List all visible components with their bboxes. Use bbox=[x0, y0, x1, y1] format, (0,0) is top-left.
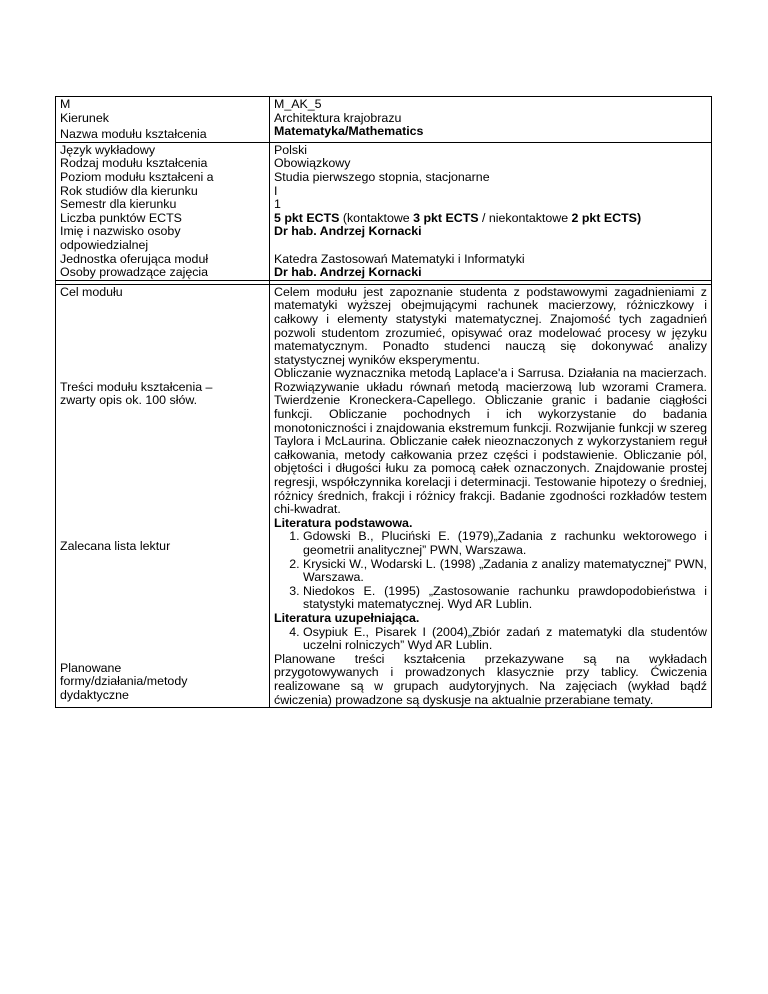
value-jednostka: Katedra Zastosowań Matematyki i Informatyki bbox=[274, 251, 525, 266]
label-tresci-1: Treści modułu kształcenia – bbox=[60, 379, 213, 394]
table-row bbox=[56, 97, 712, 143]
literature-extra-list bbox=[274, 626, 707, 653]
literature-extra-heading-text: Literatura uzupełniająca bbox=[274, 610, 416, 625]
table-row bbox=[56, 142, 712, 280]
label-osoba-1: Imię i nazwisko osoby bbox=[60, 224, 181, 239]
label-tresci-2: zwarty opis ok. 100 słów. bbox=[60, 393, 198, 408]
module-card bbox=[55, 96, 712, 708]
list-item: 2. Krysicki W., Wodarski L. (1998) „Zadania z analizy matematycznej” PWN, Warszawa. bbox=[303, 558, 707, 585]
values-main bbox=[270, 284, 712, 707]
label-lektury: Zalecana lista lektur bbox=[60, 538, 171, 553]
value-m: M_AK_5 bbox=[274, 97, 322, 111]
label-osoba-2: odpowiedzialnej bbox=[60, 237, 149, 252]
label-cel: Cel modułu bbox=[60, 284, 123, 299]
labels-top bbox=[56, 97, 270, 143]
label-metody-2: formy/działania/metody bbox=[60, 674, 188, 689]
list-item: 1. Gdowski B., Pluciński E. (1979)„Zadania z rachunku wektorowego i geometrii analitycznej” PWN, Warszawa. bbox=[303, 530, 707, 557]
label-jednostka: Jednostka oferująca moduł bbox=[60, 251, 209, 266]
table-row bbox=[56, 284, 712, 707]
label-rodzaj: Rodzaj modułu kształcenia bbox=[60, 156, 208, 171]
value-rok: I bbox=[274, 183, 278, 198]
value-osoba: Dr hab. Andrzej Kornacki bbox=[274, 224, 422, 239]
ects-noncontact-label: / niekontaktowe bbox=[478, 210, 572, 225]
literature-extra-heading: Literatura uzupełniająca. bbox=[274, 610, 420, 625]
labels-main bbox=[56, 284, 270, 707]
literature-block bbox=[274, 517, 707, 653]
label-kierunek: Kierunek bbox=[60, 110, 109, 125]
value-poziom: Studia pierwszego stopnia, stacjonarne bbox=[274, 169, 490, 184]
literature-basic-heading-text: Literatura podstawowa bbox=[274, 515, 409, 530]
values-info bbox=[270, 142, 712, 280]
value-jezyk: Polski bbox=[274, 142, 308, 157]
goal-text: Celem modułu jest zapoznanie studenta z podstawowymi zagadnieniami z matematyki wyższej obejmującymi rachunek macierzowy, różniczkowy i całkowy i elementy statystyki matematycznej. Znajomość tych zagadnień pozwoli studentom zrozumieć, opisywać oraz modelować procesy w języku matematycznym. Ponadto studenci nauczą się dokonywać analizy statystycznej wyników eksperymentu. bbox=[274, 284, 707, 367]
value-ects bbox=[274, 212, 707, 226]
label-jezyk: Język wykładowy bbox=[60, 142, 156, 157]
label-metody-wrap bbox=[60, 662, 265, 703]
label-rok: Rok studiów dla kierunku bbox=[60, 183, 198, 198]
label-nazwa: Nazwa modułu kształcenia bbox=[60, 127, 207, 142]
label-tresci-wrap bbox=[60, 381, 265, 540]
values-top bbox=[270, 97, 712, 143]
literature-basic-list bbox=[274, 530, 707, 612]
value-semestr: 1 bbox=[274, 197, 281, 212]
content-text: Obliczanie wyznacznika metodą Laplace'a i Sarrusa. Działania na macierzach. Rozwiązywanie układu równań metodą macierzową lub wzorami Cramera. Twierdzenie Kroneckera-Capellego. Obliczanie granic i badanie ciągłości funkcji. Obliczanie pochodnych i ich wykorzystanie do badania monotoniczności i znajdowania ekstremum funkcji. Rozwijanie funkcji w szereg Taylora i McLaurina. Obliczanie całek nieoznaczonych z wykorzystaniem reguł całkowania, metody całkowania przez części i podstawienie. Obliczanie pól, objętości i długości łuku za pomocą całek oznaczonych. Znajdowanie prostej regresji, współczynnika korelacji i determinacji. Testowanie hipotezy o średniej, różnicy średnich, frakcji i różnicy frakcji. Badanie zgodności rozkładów testem chi-kwadrat. bbox=[274, 366, 707, 517]
methods-text: Planowane treści kształcenia przekazywane są na wykładach przygotowywanych i prowadzonych klasycznie przy tablicy. Ćwiczenia realizowane są w grupach audytoryjnych. Na zajęciach (wykład bądź ćwiczenia) prowadzone są dyskusje na aktualnie przerabiane tematy. bbox=[274, 651, 707, 707]
ects-contact-label: (kontaktowe bbox=[339, 210, 414, 225]
value-rodzaj: Obowiązkowy bbox=[274, 156, 351, 171]
value-nazwa: Matematyka/Mathematics bbox=[274, 124, 424, 139]
label-cel-wrap bbox=[60, 286, 265, 381]
labels-info bbox=[56, 142, 270, 280]
label-prowadzacy: Osoby prowadzące zajęcia bbox=[60, 265, 209, 280]
label-lektury-wrap bbox=[60, 540, 265, 662]
label-metody-1: Planowane bbox=[60, 660, 122, 675]
label-poziom: Poziom modułu kształceni a bbox=[60, 169, 214, 184]
label-metody-3: dydaktyczne bbox=[60, 687, 129, 702]
list-item: 3. Niedokos E. (1995) „Zastosowanie rachunku prawdopodobieństwa i statystyki matematycznej. Wyd AR Lublin. bbox=[303, 585, 707, 612]
label-ects: Liczba punktów ECTS bbox=[60, 210, 182, 225]
literature-basic-heading: Literatura podstawowa. bbox=[274, 515, 413, 530]
label-semestr: Semestr dla kierunku bbox=[60, 197, 177, 212]
ects-noncontact: 2 pkt ECTS) bbox=[571, 210, 642, 225]
value-prowadzacy: Dr hab. Andrzej Kornacki bbox=[274, 265, 422, 280]
list-item: 4. Osypiuk E., Pisarek I (2004)„Zbiór zadań z matematyki dla studentów uczelni rolniczych” Wyd AR Lublin. bbox=[303, 626, 707, 653]
module-table bbox=[55, 96, 712, 708]
label-m: M bbox=[60, 97, 71, 111]
value-kierunek: Architektura krajobrazu bbox=[274, 110, 402, 125]
ects-contact: 3 pkt ECTS bbox=[413, 210, 479, 225]
ects-total: 5 pkt ECTS bbox=[274, 210, 340, 225]
